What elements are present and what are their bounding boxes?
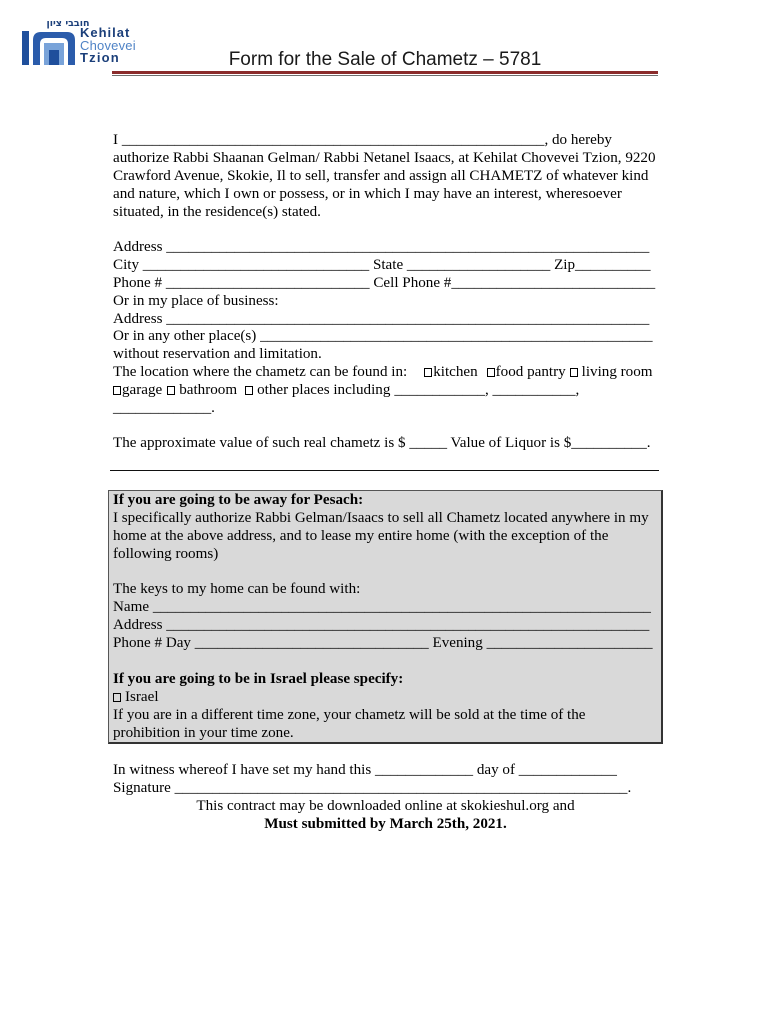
- checkbox-icon: [570, 368, 578, 377]
- other-places-line: [113, 328, 658, 346]
- witness-section: [113, 762, 658, 834]
- keys-address-blank: ________________________________________________________________: [166, 617, 650, 634]
- other-place-blank: _____________: [113, 400, 212, 417]
- separator: ,: [575, 382, 580, 399]
- location-line-3: [113, 400, 658, 418]
- checkbox-icon: [487, 368, 495, 377]
- option-other-places: other places including: [257, 382, 391, 399]
- value-section: [113, 435, 658, 453]
- authorization-suffix: , do hereby: [544, 132, 612, 148]
- phone-label: Phone #: [113, 274, 166, 291]
- keys-address-line: [113, 617, 661, 635]
- authorization-line: and nature, which I own or possess, or in which I may have an interest, wheresoever: [113, 185, 622, 202]
- city-blank: ______________________________: [142, 256, 370, 273]
- cell-phone-blank: ___________________________: [451, 274, 656, 291]
- other-places-blank: ____________________________________________________: [260, 328, 653, 345]
- phone-line: [113, 275, 658, 293]
- header-rule-thin: [112, 75, 658, 76]
- header-rule: [112, 71, 658, 74]
- timezone-line: If you are in a different time zone, your chametz will be sold at the time of the: [113, 706, 586, 723]
- away-for-pesach-box: [108, 490, 663, 744]
- city-state-zip-line: [113, 257, 658, 275]
- address-blank: ________________________________________________________________: [166, 239, 650, 255]
- day-of-label: day of: [473, 762, 519, 778]
- other-place-blank: ___________: [492, 382, 576, 399]
- signature-blank: ____________________________________________________________: [174, 779, 628, 796]
- logo-text-kehilat: Kehilat: [80, 25, 131, 40]
- period: .: [646, 435, 651, 451]
- option-food-pantry: food pantry: [495, 364, 566, 381]
- option-kitchen: kitchen: [433, 364, 478, 381]
- authorization-line: authorize Rabbi Shaanan Gelman/ Rabbi Netanel Isaacs, at Kehilat Chovevei Tzion, 9220: [113, 149, 656, 166]
- business-address-blank: ________________________________________________________________: [166, 310, 650, 327]
- keys-address-label: Address: [113, 617, 167, 634]
- authorization-paragraph: [113, 132, 658, 221]
- evening-blank: ______________________: [486, 635, 653, 652]
- checkbox-icon: [424, 368, 432, 377]
- keys-name-blank: __________________________________________________________________: [152, 599, 651, 616]
- logo-hebrew-text: חובבי ציון: [46, 18, 90, 29]
- witness-label: In witness whereof I have set my hand this: [113, 762, 375, 778]
- keys-label: The keys to my home can be found with:: [113, 581, 361, 598]
- spacer: [113, 653, 661, 671]
- evening-label: Evening: [428, 635, 487, 652]
- israel-option-line: [113, 689, 661, 707]
- away-heading: If you are going to be away for Pesach:: [113, 492, 364, 508]
- phone-day-label: Phone # Day: [113, 635, 195, 652]
- chametz-value-blank: _____: [409, 435, 448, 451]
- logo-text-chovevei: Chovevei: [80, 38, 136, 53]
- signature-label: Signature: [113, 779, 175, 796]
- business-address-line: [113, 311, 658, 329]
- business-heading: Or in my place of business:: [113, 292, 279, 309]
- checkbox-icon: [113, 693, 121, 702]
- separator: ,: [484, 382, 493, 399]
- period: .: [211, 400, 215, 417]
- away-paragraph-line: following rooms): [113, 545, 219, 562]
- period: .: [627, 779, 632, 796]
- phone-day-blank: _______________________________: [194, 635, 429, 652]
- address-label: Address: [113, 239, 167, 255]
- signature-line: [113, 780, 658, 798]
- away-paragraph-line: I specifically authorize Rabbi Gelman/Isaacs to sell all Chametz located anywhere in my: [113, 509, 649, 526]
- residence-address-line: [113, 239, 658, 257]
- value-line: [113, 435, 658, 453]
- page-title: Form for the Sale of Chametz – 5781: [228, 49, 542, 70]
- israel-heading: If you are going to be in Israel please specify:: [113, 670, 404, 687]
- chametz-value-label: The approximate value of such real chametz is $: [113, 435, 410, 451]
- option-garage: garage: [122, 382, 163, 399]
- authorization-prefix: I: [113, 132, 122, 148]
- option-israel: Israel: [125, 688, 159, 705]
- liquor-value-label: Value of Liquor is $: [447, 435, 572, 451]
- zip-label: Zip: [550, 256, 576, 273]
- residence-details: [113, 239, 658, 418]
- phone-blank: ___________________________: [165, 274, 370, 291]
- checkbox-icon: [245, 386, 253, 395]
- owner-name-blank: ________________________________________________________: [121, 132, 545, 148]
- timezone-line: prohibition in your time zone.: [113, 724, 294, 741]
- other-place-blank: ____________: [394, 382, 485, 399]
- cell-phone-label: Cell Phone #: [369, 274, 452, 291]
- keys-name-label: Name: [113, 599, 153, 616]
- day-blank: _____________: [374, 762, 474, 778]
- submission-deadline: Must submitted by March 25th, 2021.: [264, 815, 507, 832]
- month-blank: _____________: [518, 762, 617, 778]
- city-label: City: [113, 256, 143, 273]
- authorization-line: Crawford Avenue, Skokie, Il to sell, transfer and assign all CHAMETZ of whatever kind: [113, 167, 649, 184]
- download-note: This contract may be downloaded online at skokieshul.org and: [196, 797, 575, 814]
- reservation-note: without reservation and limitation.: [113, 346, 322, 363]
- checkbox-icon: [113, 386, 121, 395]
- spacer: [113, 564, 661, 582]
- zip-blank: __________: [575, 256, 651, 273]
- option-living-room: living room: [581, 364, 653, 381]
- location-line-1: [113, 364, 658, 382]
- state-blank: ___________________: [406, 256, 551, 273]
- checkbox-icon: [167, 386, 175, 395]
- keys-phone-line: [113, 635, 661, 653]
- authorization-line: situated, in the residence(s) stated.: [113, 203, 321, 220]
- divider-line: [110, 470, 659, 471]
- location-intro: The location where the chametz can be found in:: [113, 364, 408, 381]
- location-line-2: [113, 382, 658, 400]
- liquor-value-blank: __________: [571, 435, 647, 451]
- away-paragraph-line: home at the above address, and to lease my entire home (with the exception of the: [113, 527, 609, 544]
- logo-text-tzion: Tzion: [80, 50, 120, 65]
- witness-line: [113, 762, 658, 780]
- state-label: State: [369, 256, 407, 273]
- option-bathroom: bathroom: [179, 382, 238, 399]
- business-address-label: Address: [113, 310, 167, 327]
- authorization-first-line: [113, 132, 658, 150]
- keys-name-line: [113, 599, 661, 617]
- other-places-label: Or in any other place(s): [113, 328, 261, 345]
